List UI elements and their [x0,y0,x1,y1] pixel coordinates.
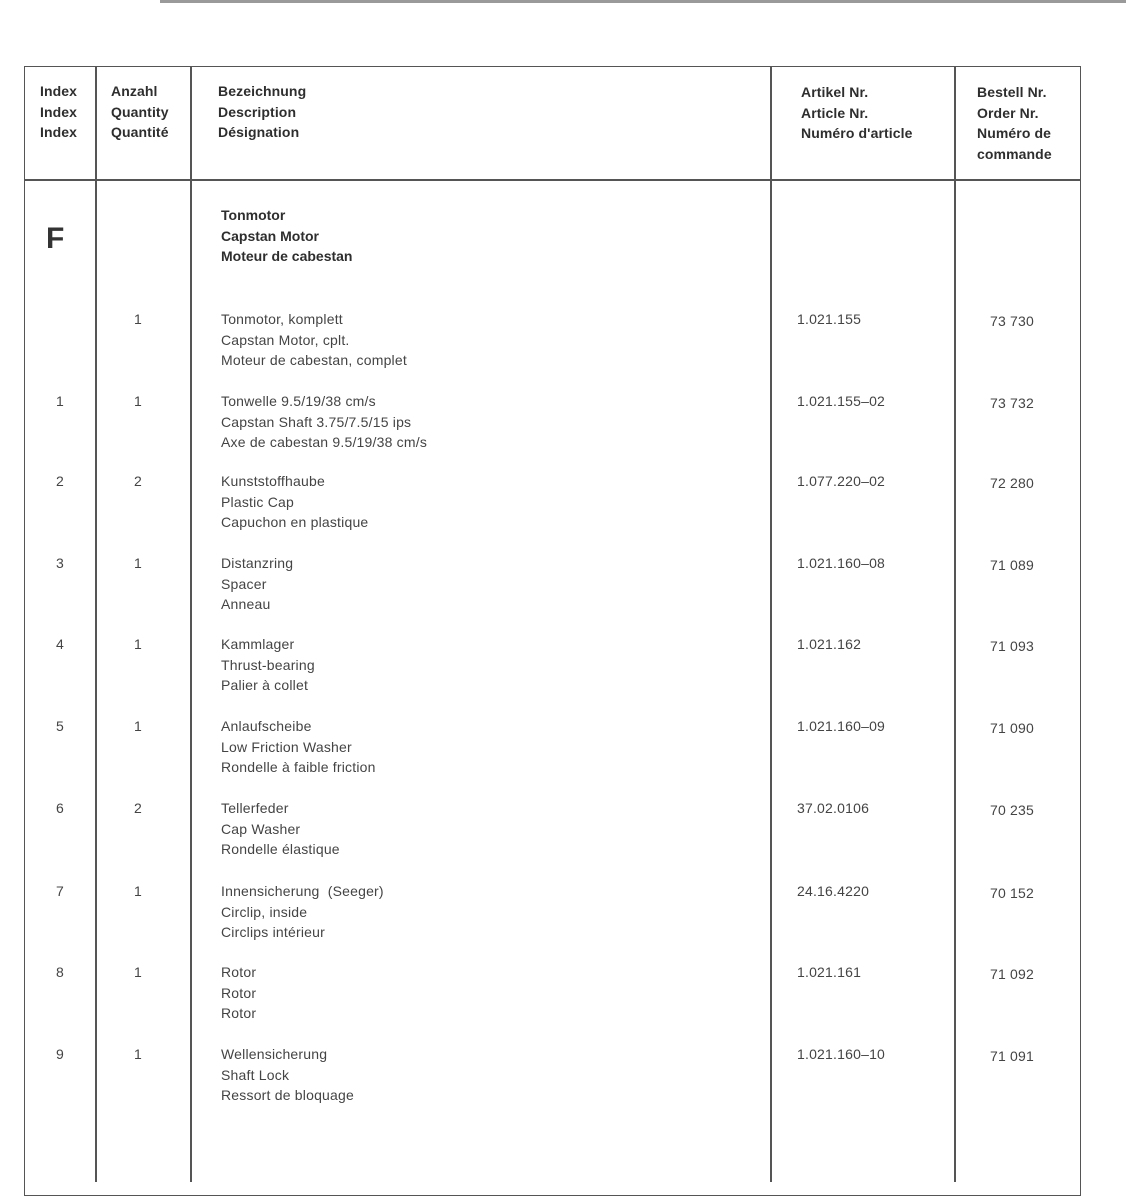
row-quantity: 2 [134,800,142,816]
description-line: Wellensicherung [221,1046,328,1062]
header-line: Article Nr. [801,104,869,121]
description-line: Capuchon en plastique [221,514,369,530]
description-line: Circlips intérieur [221,924,325,940]
row-description [221,881,384,943]
header-line: Description [218,103,297,120]
order-number-text: 71 092 [989,966,1035,982]
description-line: Axe de cabestan 9.5/19/38 cm/s [221,434,428,450]
description-line: Circlip, inside [221,903,308,920]
description-line: Anneau [221,596,271,612]
description-line: Kunststoffhaube [221,473,325,489]
header-line: Numéro de [977,125,1052,141]
description-line: Rotor [221,964,257,980]
row-quantity: 2 [134,473,142,489]
table-row [0,962,1126,1028]
row-article-number: 37.02.0106 [797,800,870,816]
row-index: 4 [56,636,64,652]
row-order-number [962,962,1062,985]
row-description [221,309,407,371]
row-quantity: 1 [134,636,142,652]
row-description [221,716,376,778]
description-line: Tellerfeder [221,800,289,816]
row-index: 8 [56,964,64,980]
row-order-number [962,634,1062,657]
row-index: 9 [56,1046,64,1062]
header-order [977,82,1052,164]
description-line: Ressort de bloquage [221,1087,354,1103]
row-article-number: 1.021.155 [797,311,862,327]
row-quantity: 1 [134,1046,142,1062]
table-row [0,309,1126,375]
header-line: Artikel Nr. [801,84,869,100]
header-line: commande [977,145,1052,162]
row-index: 1 [56,393,64,409]
header-line: Bezeichnung [218,83,307,99]
header-quantity [111,81,169,143]
row-article-number: 1.021.160–10 [797,1046,886,1062]
row-order-number [962,881,1062,904]
description-line: Rondelle élastique [221,841,340,857]
order-number-text: 71 090 [989,720,1035,736]
description-line: Anlaufscheibe [221,718,312,734]
row-order-number [962,391,1062,414]
description-line: Rondelle à faible friction [221,759,376,775]
header-line: Numéro d'article [801,125,913,141]
header-line: Index [40,83,78,99]
description-line: Kammlager [221,636,295,652]
table-row [0,1044,1126,1110]
order-number-text: 70 152 [989,885,1035,901]
table-row [0,881,1126,947]
row-article-number: 1.077.220–02 [797,473,886,489]
row-index: 5 [56,718,64,734]
table-row [0,634,1126,700]
header-index [40,81,77,143]
row-article-number: 1.021.161 [797,964,862,980]
table-row [0,716,1126,782]
row-article-number: 1.021.160–08 [797,555,886,571]
description-line: Palier à collet [221,677,309,693]
header-line: Index [40,103,78,120]
row-article-number: 24.16.4220 [797,883,870,899]
description-line: Distanzring [221,555,294,571]
table-row [0,471,1126,537]
description-line: Low Friction Washer [221,738,352,755]
order-number-text: 73 730 [989,313,1035,329]
row-description [221,391,427,453]
description-line: Thrust-bearing [221,656,315,673]
order-number-text: 71 089 [989,557,1035,573]
row-order-number [962,309,1062,332]
description-line: Tonmotor, komplett [221,311,343,327]
row-index: 7 [56,883,64,899]
header-description [218,81,306,143]
header-line: Anzahl [111,83,158,99]
order-number-text: 73 732 [989,395,1035,411]
row-article-number: 1.021.160–09 [797,718,886,734]
description-line: Rotor [221,984,257,1001]
row-index: 3 [56,555,64,571]
description-line: Tonwelle 9.5/19/38 cm/s [221,393,376,409]
row-description [221,553,293,615]
description-line: Capstan Motor, cplt. [221,331,350,348]
header-article [801,82,913,144]
row-order-number [962,716,1062,739]
section-title-line: Capstan Motor [221,227,319,244]
table-row [0,391,1126,457]
description-line: Capstan Shaft 3.75/7.5/15 ips [221,413,412,430]
table-row [0,553,1126,619]
row-quantity: 1 [134,964,142,980]
description-line: Rotor [221,1005,257,1021]
row-quantity: 1 [134,883,142,899]
header-divider [24,179,1081,181]
row-index: 2 [56,473,64,489]
row-quantity: 1 [134,393,142,409]
order-number-text: 71 093 [989,638,1035,654]
header-line: Quantité [111,124,169,140]
order-number-text: 70 235 [989,802,1035,818]
order-number-text: 71 091 [989,1048,1035,1064]
description-line: Shaft Lock [221,1066,290,1083]
row-article-number: 1.021.155–02 [797,393,886,409]
row-article-number: 1.021.162 [797,636,862,652]
section-title-line: Moteur de cabestan [221,248,353,264]
top-rule [160,0,1126,3]
row-description [221,471,368,533]
table-row [0,798,1126,864]
row-order-number [962,1044,1062,1067]
description-line: Cap Washer [221,820,301,837]
header-line: Order Nr. [977,104,1039,121]
header-line: Bestell Nr. [977,84,1047,100]
section-title-line: Tonmotor [221,207,286,223]
header-line: Quantity [111,103,169,120]
row-order-number [962,798,1062,821]
row-order-number [962,471,1062,494]
header-line: Désignation [218,124,300,140]
section-title [221,205,352,267]
row-quantity: 1 [134,718,142,734]
row-description [221,962,256,1024]
header-line: Index [40,124,78,140]
row-description [221,798,340,860]
row-description [221,1044,354,1106]
row-index: 6 [56,800,64,816]
description-line: Innensicherung (Seeger) [221,883,384,899]
section-letter: F [46,222,65,255]
row-quantity: 1 [134,555,142,571]
description-line: Spacer [221,575,267,592]
description-line: Plastic Cap [221,493,295,510]
row-order-number [962,553,1062,576]
row-quantity: 1 [134,311,142,327]
description-line: Moteur de cabestan, complet [221,352,407,368]
order-number-text: 72 280 [989,475,1035,491]
row-description [221,634,315,696]
